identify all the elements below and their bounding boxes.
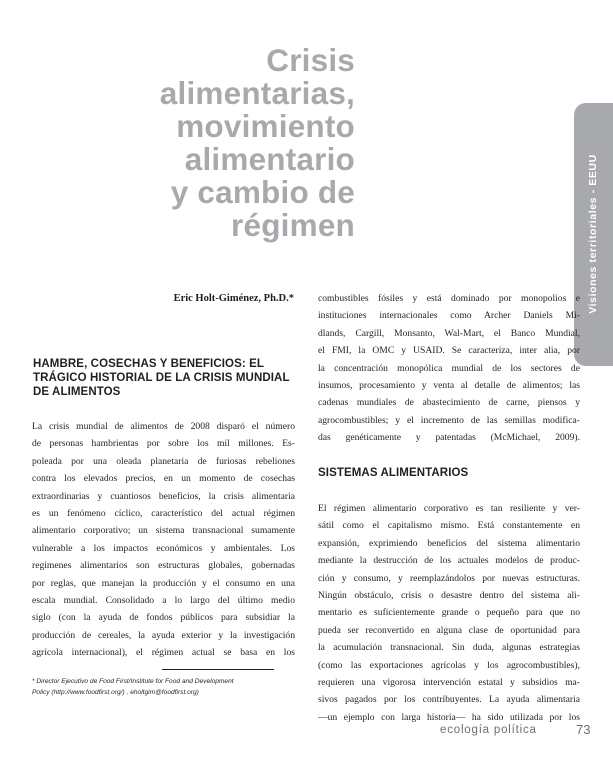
text-line: la acumulación transnacional. Sin duda, algunas estrategias	[318, 642, 580, 654]
text-line: alimentario corporativo; un sistema transnacional sumamente	[32, 525, 295, 537]
heading-line: HAMBRE, COSECHAS Y BENEFICIOS: EL	[33, 358, 264, 370]
text-line: por reglas, que manejan la producción y el consumo en una	[32, 577, 295, 589]
footnote-divider	[162, 669, 274, 670]
text-line: regimenes alimentarios son estructuras globales, gobernadas	[32, 560, 295, 572]
text-line: El régimen alimentario corporativo es tan resiliente y ver-	[318, 503, 580, 514]
title-line: y cambio de	[170, 174, 355, 210]
author-byline: Eric Holt-Giménez, Ph.D.*	[173, 293, 294, 304]
journal-name: ecología política	[440, 724, 537, 736]
text-line: producción de cereales, la ayuda exterior y la investigación	[32, 629, 295, 641]
body-paragraph-continuation	[318, 290, 580, 447]
text-line: la concentración monopólica mundial de los sectores de	[318, 362, 580, 374]
article-title	[15, 44, 355, 242]
section-heading-hambre	[33, 357, 293, 399]
section-heading-sistemas: SISTEMAS ALIMENTARIOS	[318, 467, 469, 479]
body-paragraph-sistemas	[318, 500, 580, 726]
title-line: régimen	[231, 207, 355, 243]
text-line: mentario es suficientemente grande o pequeño para que no	[318, 607, 580, 619]
text-line: extraordinarias y cuantiosos beneficios, la crisis alimentaria	[32, 490, 295, 502]
text-line: de personas hambrientas por sobre los mil millones. Es-	[32, 438, 295, 450]
text-line: dlands, Cargill, Monsanto, Wal-Mart, el Banco Mundial,	[318, 327, 580, 339]
text-line: siglo (con la ayuda de fondos públicos para subsidiar la	[32, 612, 295, 624]
text-line: mediante la destrucción de los actuales modelos de produc-	[318, 555, 580, 567]
text-line: agrocombustibles; y el incremento de las semillas modifica-	[318, 414, 580, 426]
side-tab-label: Visiones territoriales - EEUU	[587, 154, 599, 314]
text-line: el FMI, la OMC y USAID. Se caracteriza, inter alia, por	[318, 345, 580, 357]
text-line: ción y consumo, y reemplazándolos por nuevas estructuras.	[318, 572, 580, 584]
text-line: pueda ser reconvertido en alguna clase de oportunidad para	[318, 624, 580, 636]
title-line: alimentarias,	[159, 75, 355, 111]
text-line: es un fenómeno cíclico, característico del actual régimen	[32, 508, 295, 520]
text-line: (como las exportaciones agrícolas y los agrocombustibles),	[318, 659, 580, 671]
footnote-line: Policy (http://www.foodfirst.org/) , eholtgim@foodfirst.org)	[32, 689, 199, 696]
text-line: das genéticamente y patentadas (McMichael, 2009).	[318, 432, 580, 444]
text-line: contra los elevados precios, en un momento de cosechas	[32, 473, 295, 485]
text-line: escala mundial. Consolidado a lo largo del último medio	[32, 595, 295, 607]
title-line: Crisis	[266, 42, 355, 78]
page-number: 73	[576, 722, 591, 737]
text-line: La crisis mundial de alimentos de 2008 disparó el número	[32, 421, 295, 432]
text-line: expansión, exprimiendo beneficios del sistema alimentario	[318, 537, 580, 549]
text-line: poleada por una oleada planetaria de furiosas rebeliones	[32, 455, 295, 467]
title-line: alimentario	[184, 141, 355, 177]
heading-line: TRÁGICO HISTORIAL DE LA CRISIS MUNDIAL	[33, 372, 290, 384]
text-line: sátil como el capitalismo mismo. Está constantemente en	[318, 520, 580, 532]
body-paragraph-crisis	[32, 418, 295, 662]
text-line: cadenas mundiales de abastecimiento de carne, piensos y	[318, 397, 580, 409]
text-line: insumos, procesamiento y venta al detalle de alimentos; las	[318, 380, 580, 392]
footnote-line: * Director Ejecutivo de Food First/Institute for Food and Development	[32, 678, 234, 685]
heading-line: DE ALIMENTOS	[33, 386, 121, 398]
text-line: vulnerable a los impactos económicos y ambientales. Los	[32, 542, 295, 554]
title-line: movimiento	[176, 108, 355, 144]
text-line: combustibles fósiles y está dominado por monopolios e	[318, 293, 580, 304]
text-line: agrícola internacional), el régimen actual se basa en los	[32, 647, 295, 659]
author-footnote	[32, 676, 294, 698]
text-line: —un ejemplo con larga historia— ha sido utilizada por los	[318, 711, 580, 723]
text-line: Ningún obstáculo, crisis o desastre dentro del sistema ali-	[318, 590, 580, 602]
text-line: instituciones internacionales como Archer Daniels Mi-	[318, 310, 580, 322]
text-line: sivos pagados por los contribuyentes. La ayuda alimentaria	[318, 694, 580, 706]
text-line: requieren una vigorosa intervención estatal y subsidios ma-	[318, 677, 580, 689]
